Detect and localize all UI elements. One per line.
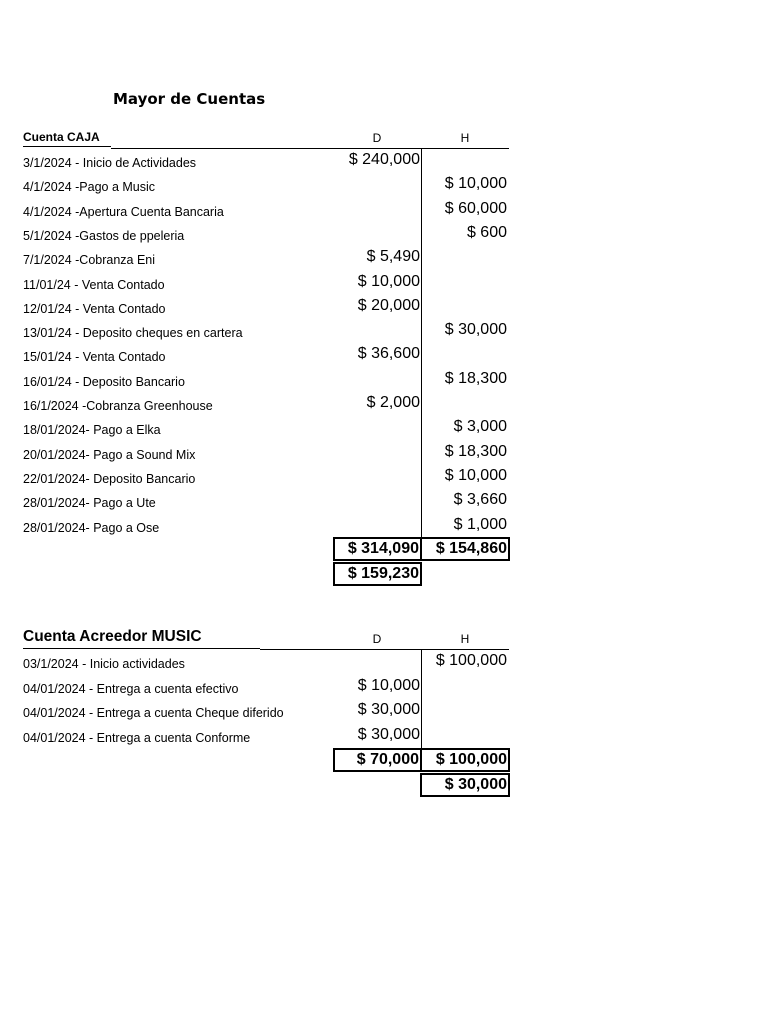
ledger-row xyxy=(0,700,768,724)
music-header-rule xyxy=(260,649,509,650)
ledger-row-debit: $ 10,000 xyxy=(357,676,420,694)
ledger-row-description: 16/01/24 - Deposito Bancario xyxy=(23,374,185,389)
ledger-row xyxy=(0,272,768,296)
ledger-row xyxy=(0,150,768,174)
caja-account-label: Cuenta CAJA xyxy=(23,130,111,147)
ledger-row xyxy=(0,676,768,700)
music-account-label: Cuenta Acreedor MUSIC xyxy=(23,628,260,649)
ledger-row-debit: $ 10,000 xyxy=(357,272,420,290)
ledger-row-credit: $ 600 xyxy=(466,223,507,241)
ledger-row-credit: $ 30,000 xyxy=(444,321,507,339)
ledger-row-description: 18/01/2024- Pago a Elka xyxy=(23,423,161,438)
music-total-credit: $ 100,000 xyxy=(420,748,510,772)
ledger-row xyxy=(0,174,768,198)
ledger-row-debit: $ 240,000 xyxy=(348,151,420,168)
caja-total-credit: $ 154,860 xyxy=(420,537,510,561)
ledger-row-credit: $ 10,000 xyxy=(444,466,507,484)
ledger-row-credit: $ 18,300 xyxy=(444,442,507,460)
ledger-row-description: 5/1/2024 -Gastos de ppeleria xyxy=(23,228,185,243)
ledger-row-debit: $ 30,000 xyxy=(357,725,420,743)
ledger-row-credit: $ 18,300 xyxy=(444,369,507,387)
ledger-row-credit: $ 3,000 xyxy=(453,418,507,436)
ledger-row-description: 15/01/24 - Venta Contado xyxy=(23,350,166,365)
ledger-row-description: 04/01/2024 - Entrega a cuenta Cheque diferido xyxy=(23,706,284,720)
ledger-row-debit: $ 36,600 xyxy=(357,345,420,363)
ledger-row xyxy=(0,296,768,320)
ledger-row xyxy=(0,651,768,675)
ledger-row-debit: $ 20,000 xyxy=(357,296,420,314)
ledger-row-description: 11/01/24 - Venta Contado xyxy=(23,277,165,292)
ledger-row xyxy=(0,223,768,247)
ledger-row-credit: $ 10,000 xyxy=(444,175,507,193)
ledger-row xyxy=(0,344,768,368)
ledger-row-debit: $ 2,000 xyxy=(366,394,420,411)
ledger-row-description: 28/01/2024- Pago a Ose xyxy=(23,520,160,535)
ledger-row xyxy=(0,247,768,271)
ledger-row-description: 12/01/24 - Venta Contado xyxy=(23,301,166,316)
caja-col-h-header: H xyxy=(460,131,470,145)
ledger-row-credit: $ 3,660 xyxy=(453,491,507,509)
caja-total-debit: $ 314,090 xyxy=(333,537,422,561)
music-col-d-header: D xyxy=(372,632,382,646)
music-total-debit: $ 70,000 xyxy=(333,748,422,772)
ledger-row-description: 7/1/2024 -Cobranza Eni xyxy=(23,253,156,268)
ledger-row xyxy=(0,515,768,539)
music-balance: $ 30,000 xyxy=(420,773,510,797)
ledger-row-description: 04/01/2024 - Entrega a cuenta Conforme xyxy=(23,730,251,745)
ledger-row-description: 04/01/2024 - Entrega a cuenta efectivo xyxy=(23,681,239,696)
ledger-row xyxy=(0,442,768,466)
ledger-row-description: 3/1/2024 - Inicio de Actividades xyxy=(23,156,197,170)
ledger-row-description: 16/1/2024 -Cobranza Greenhouse xyxy=(23,399,213,413)
ledger-row-credit: $ 100,000 xyxy=(435,652,507,669)
ledger-row-debit: $ 5,490 xyxy=(366,248,420,266)
ledger-row xyxy=(0,369,768,393)
caja-header-rule xyxy=(111,148,509,149)
ledger-row-credit: $ 60,000 xyxy=(444,199,507,217)
ledger-row-description: 4/1/2024 -Pago a Music xyxy=(23,180,156,195)
ledger-row-credit: $ 1,000 xyxy=(453,515,507,533)
ledger-row-description: 03/1/2024 - Inicio actividades xyxy=(23,657,185,671)
ledger-row xyxy=(0,725,768,749)
caja-col-d-header: D xyxy=(372,131,382,145)
ledger-row xyxy=(0,320,768,344)
ledger-row-description: 22/01/2024- Deposito Bancario xyxy=(23,471,196,486)
caja-balance: $ 159,230 xyxy=(333,562,422,586)
ledger-row xyxy=(0,393,768,417)
ledger-row xyxy=(0,490,768,514)
music-col-h-header: H xyxy=(460,632,470,646)
ledger-row xyxy=(0,466,768,490)
ledger-row-description: 13/01/24 - Deposito cheques en cartera xyxy=(23,326,243,341)
ledger-row xyxy=(0,199,768,223)
ledger-row-description: 4/1/2024 -Apertura Cuenta Bancaria xyxy=(23,204,224,219)
ledger-row xyxy=(0,417,768,441)
ledger-row-description: 20/01/2024- Pago a Sound Mix xyxy=(23,447,196,462)
ledger-row-description: 28/01/2024- Pago a Ute xyxy=(23,496,156,511)
ledger-row-debit: $ 30,000 xyxy=(357,701,420,718)
page-title: Mayor de Cuentas xyxy=(113,90,266,108)
